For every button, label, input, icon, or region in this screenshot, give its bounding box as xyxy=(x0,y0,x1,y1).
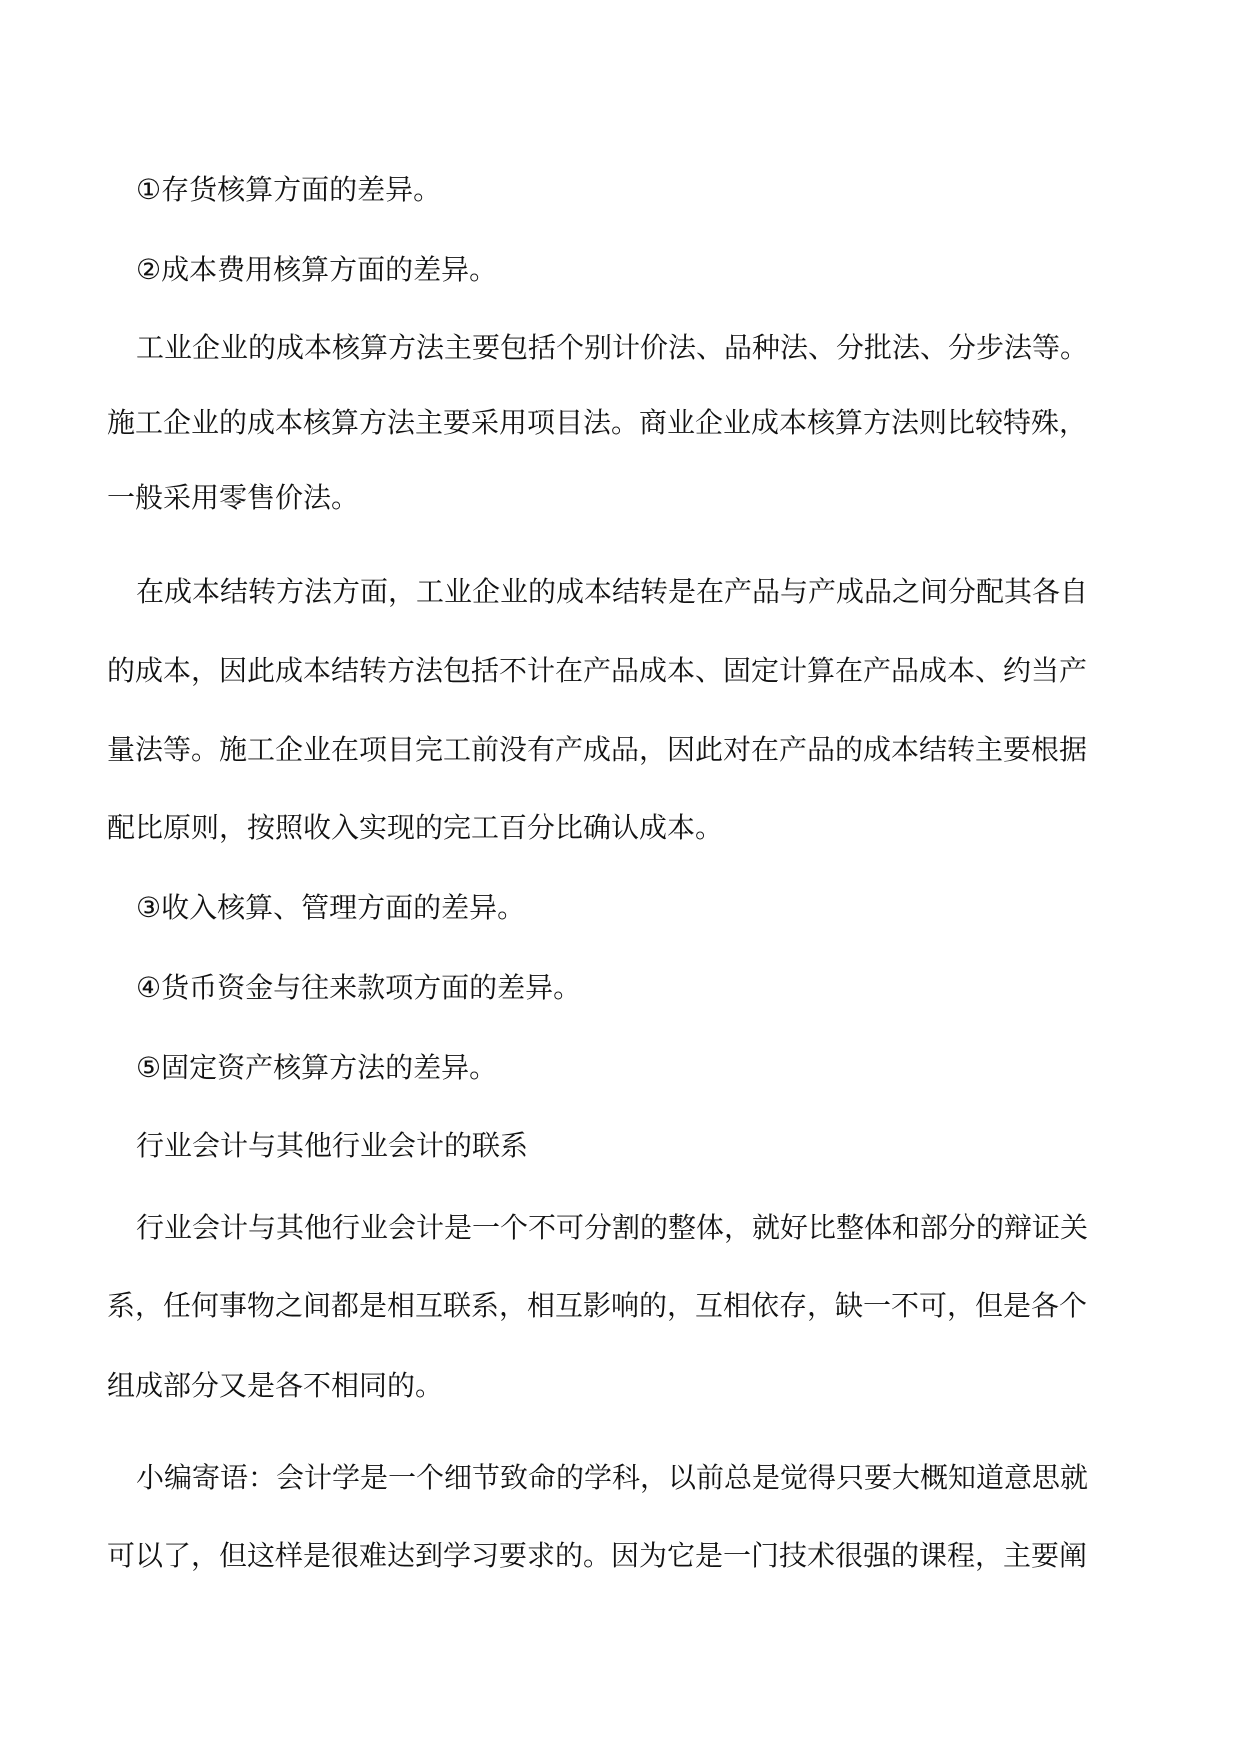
list-item-revenue-accounting: ③收入核算、管理方面的差异。 xyxy=(136,891,526,924)
paragraph-line: 工业企业的成本核算方法主要包括个别计价法、品种法、分批法、分步法等。 xyxy=(136,331,1089,364)
paragraph-line: 一般采用零售价法。 xyxy=(107,481,360,514)
paragraph-line: 组成部分又是各不相同的。 xyxy=(107,1369,444,1402)
list-item-fixed-asset-accounting: ⑤固定资产核算方法的差异。 xyxy=(136,1051,498,1084)
paragraph-line: 配比原则，按照收入实现的完工百分比确认成本。 xyxy=(107,811,724,844)
paragraph-line: 可以了，但这样是很难达到学习要求的。因为它是一门技术很强的课程，主要阐 xyxy=(107,1539,1088,1572)
paragraph-line: 量法等。施工企业在项目完工前没有产成品，因此对在产品的成本结转主要根据 xyxy=(107,733,1088,766)
list-item-inventory-accounting: ①存货核算方面的差异。 xyxy=(136,173,442,206)
list-item-cost-accounting: ②成本费用核算方面的差异。 xyxy=(136,253,498,286)
paragraph-line: 的成本，因此成本结转方法包括不计在产品成本、固定计算在产品成本、约当产 xyxy=(107,654,1088,687)
paragraph-line: 在成本结转方法方面，工业企业的成本结转是在产品与产成品之间分配其各自 xyxy=(136,575,1089,608)
paragraph-line: 施工企业的成本核算方法主要采用项目法。商业企业成本核算方法则比较特殊， xyxy=(107,406,1088,439)
section-heading: 行业会计与其他行业会计的联系 xyxy=(136,1129,529,1162)
list-item-cash-and-receivables: ④货币资金与往来款项方面的差异。 xyxy=(136,971,582,1004)
paragraph-line: 小编寄语：会计学是一个细节致命的学科，以前总是觉得只要大概知道意思就 xyxy=(136,1461,1089,1494)
paragraph-line: 系，任何事物之间都是相互联系，相互影响的，互相依存，缺一不可，但是各个 xyxy=(107,1289,1088,1322)
paragraph-line: 行业会计与其他行业会计是一个不可分割的整体，就好比整体和部分的辩证关 xyxy=(136,1211,1089,1244)
